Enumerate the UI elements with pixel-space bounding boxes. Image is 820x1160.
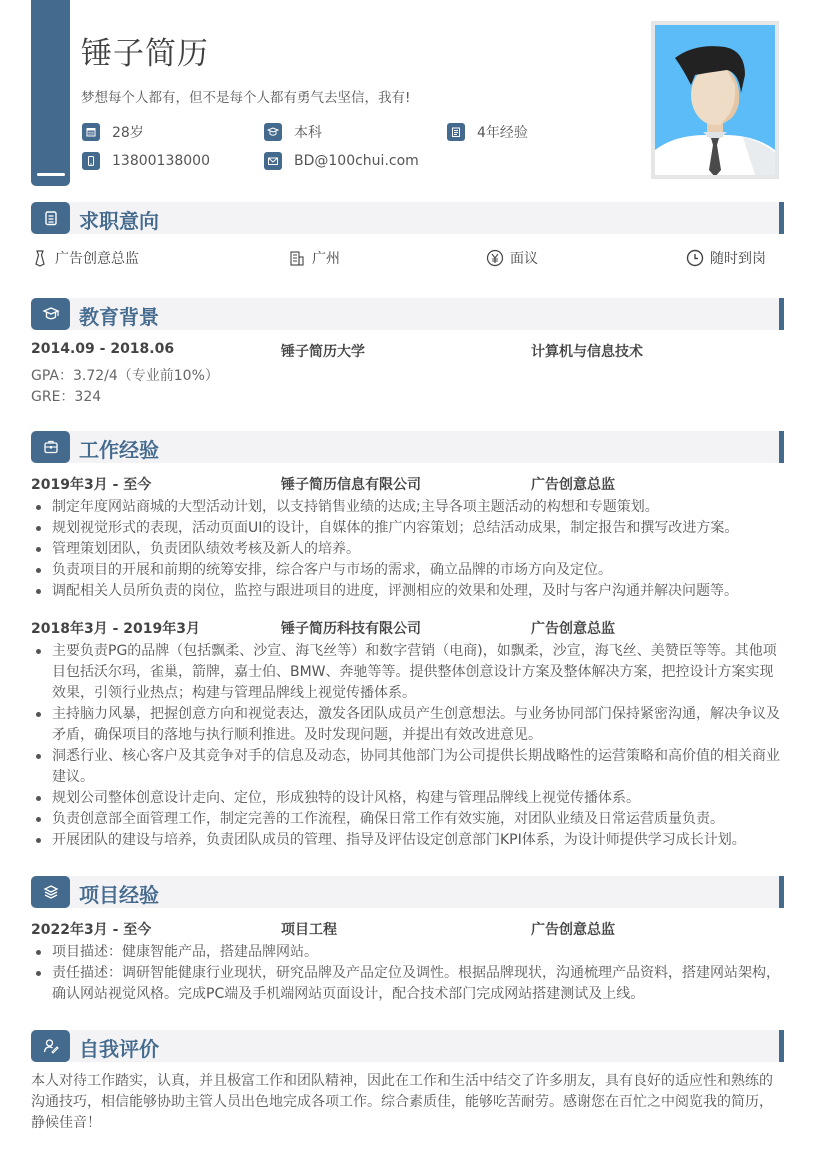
work-company: 锤子简历科技有限公司 [281,621,421,637]
section-accent [779,876,784,908]
clipboard-icon [447,123,465,141]
section-header-intent [31,202,784,234]
yen-icon [486,249,504,267]
user-edit-icon [31,1030,70,1062]
section-accent [779,298,784,330]
section-accent [779,1030,784,1062]
age-value: 28岁 [112,125,144,141]
graduation-cap-icon [264,123,282,141]
list-item: 负责创意部全面管理工作，制定完善的工作流程，确保日常工作有效实施，对团队业绩及日常运营质量负责。 [31,809,783,830]
project-date: 2022年3月 - 至今 [31,922,152,938]
intent-city: 广州 [288,248,340,268]
graduation-cap-icon [31,298,70,330]
motto: 梦想每个人都有，但不是每个人都有勇气去坚信，我有! [81,90,411,106]
project-bullets [31,942,783,1005]
education-school: 锤子简历大学 [281,344,365,360]
phone-value[interactable]: 13800138000 [112,153,210,169]
list-item: 主持脑力风暴，把握创意方向和视觉表达，激发各团队成员产生创意想法。与业务协同部门保持紧密沟通，解决争议及矛盾，确保项目的落地与执行顺利推进。及时发现问题，并提出有效改进意见。 [31,704,783,746]
work-date: 2018年3月 - 2019年3月 [31,621,200,637]
list-item: 制定年度网站商城的大型活动计划，以支持销售业绩的达成;主导各项主题活动的构想和专题策划。 [31,497,783,518]
avatar-illustration [655,25,775,175]
section-title: 工作经验 [79,438,159,462]
list-item: 管理策划团队，负责团队绩效考核及新人的培养。 [31,539,783,560]
list-item: 规划视觉形式的表现，活动页面UI的设计，自媒体的推广内容策划；总结活动成果，制定报告和撰写改进方案。 [31,518,783,539]
work-role: 广告创意总监 [531,477,615,493]
clock-icon [686,249,704,267]
work-role: 广告创意总监 [531,621,615,637]
list-item: 项目描述：健康智能产品，搭建品牌网站。 [31,942,783,963]
section-accent [779,431,784,463]
education-date: 2014.09 - 2018.06 [31,341,175,357]
intent-position: 广告创意总监 [31,248,139,268]
list-item: 负责项目的开展和前期的统筹安排，综合客户与市场的需求，确立品牌的市场方向及定位。 [31,560,783,581]
section-header-work [31,431,784,463]
info-phone [82,152,210,170]
tie-icon [31,249,49,267]
work-bullets [31,641,783,851]
experience-value: 4年经验 [477,125,528,141]
clipboard-icon [31,202,70,234]
phone-icon [82,152,100,170]
email-value[interactable]: BD@100chui.com [294,153,419,169]
education-major: 计算机与信息技术 [531,344,643,360]
education-gre: GRE：324 [31,389,102,405]
section-header-self [31,1030,784,1062]
list-item: 调配相关人员所负责的岗位，监控与跟进项目的进度，评测相应的效果和处理，及时与客户沟通并解决问题等。 [31,581,783,602]
section-header-projects [31,876,784,908]
work-company: 锤子简历信息有限公司 [281,477,421,493]
section-title: 教育背景 [79,305,159,329]
list-item: 主要负责PG的品牌（包括飘柔、沙宣、海飞丝等）和数字营销（电商)，如飘柔，沙宣，海飞丝、美赞臣等等。其他项目包括沃尔玛，雀巢，箭牌，嘉士伯、BMW、奔驰等等。提供整体创意设计方案及整体解决方案，把控设计方案实现效果，引领行业热点；构建与管理品牌线上视觉传播体系。 [31,641,783,704]
section-accent [779,202,784,234]
section-title: 求职意向 [79,209,159,233]
info-email [264,152,419,170]
degree-value: 本科 [294,125,322,141]
calendar-icon [82,123,100,141]
building-icon [288,249,306,267]
intent-salary: 面议 [486,248,538,268]
list-item: 责任描述：调研智能健康行业现状，研究品牌及产品定位及调性。根据品牌现状，沟通梳理产品资料，搭建网站架构，确认网站视觉风格。完成PC端及手机端网站页面设计，配合技术部门完成网站搭建测试及上线。 [31,963,783,1005]
accent-dash [37,173,65,176]
section-title: 项目经验 [79,883,159,907]
education-gpa: GPA：3.72/4（专业前10%） [31,368,219,384]
work-date: 2019年3月 - 至今 [31,477,152,493]
self-evaluation-text: 本人对待工作踏实，认真，并且极富工作和团队精神，因此在工作和生活中结交了许多朋友，具有良好的适应性和熟练的沟通技巧，相信能够协助主管人员出色地完成各项工作。综合素质佳，能够吃苦耐劳。感谢您在百忙之中阅览我的简历，静候佳音！ [31,1073,773,1131]
project-name: 项目工程 [281,922,337,938]
project-role: 广告创意总监 [531,922,615,938]
section-header-education [31,298,784,330]
briefcase-icon [31,431,70,463]
resume-name: 锤子简历 [81,36,209,72]
info-degree [264,122,322,142]
list-item: 开展团队的建设与培养，负责团队成员的管理、指导及评估设定创意部门KPI体系，为设计师提供学习成长计划。 [31,830,783,851]
list-item: 规划公司整体创意设计走向、定位，形成独特的设计风格，构建与管理品牌线上视觉传播体系。 [31,788,783,809]
header-accent-bar [31,0,70,186]
mail-icon [264,152,282,170]
profile-photo [651,21,779,179]
list-item: 洞悉行业、核心客户及其竞争对手的信息及动态，协同其他部门为公司提供长期战略性的运营策略和高价值的相关商业建议。 [31,746,783,788]
info-age [82,122,144,142]
layers-icon [31,876,70,908]
section-title: 自我评价 [79,1037,159,1061]
work-bullets [31,497,783,602]
intent-availability: 随时到岗 [686,248,766,268]
info-experience [447,122,528,142]
